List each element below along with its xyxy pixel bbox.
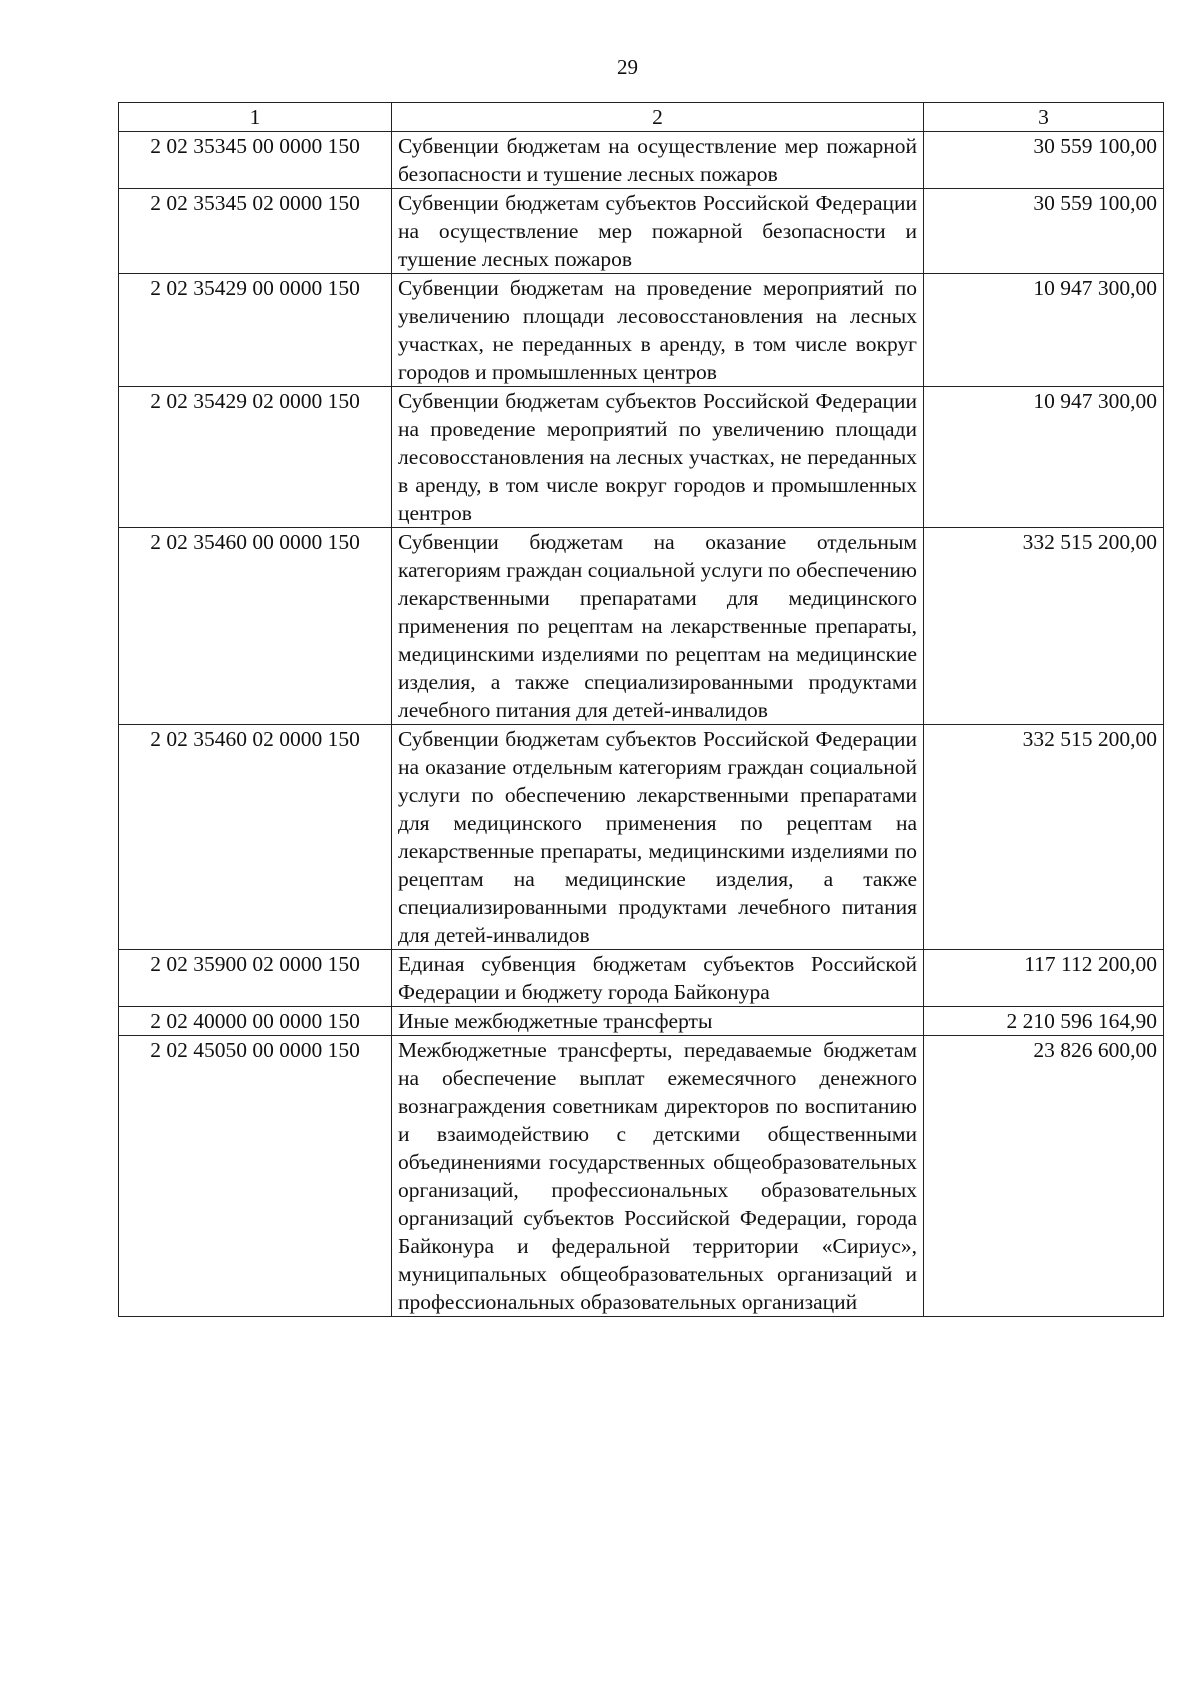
table-row-summary (119, 1007, 1164, 1036)
row-code: 2 02 35429 00 0000 150 (119, 274, 392, 387)
row-code: 2 02 35460 02 0000 150 (119, 725, 392, 950)
row-description: Субвенции бюджетам субъектов Российской Федерации на проведение мероприятий по увеличению площади лесовосстановления на лесных участках, не переданных в аренду, в том числе вокруг городов и промышленных центров (392, 387, 924, 528)
table-row (119, 387, 1164, 528)
row-code: 2 02 45050 00 0000 150 (119, 1036, 392, 1317)
table-row (119, 1036, 1164, 1317)
row-amount: 117 112 200,00 (924, 950, 1164, 1007)
table-row (119, 528, 1164, 725)
row-amount: 332 515 200,00 (924, 725, 1164, 950)
row-code: 2 02 40000 00 0000 150 (119, 1007, 392, 1036)
table-row (119, 725, 1164, 950)
row-code: 2 02 35345 00 0000 150 (119, 132, 392, 189)
table-row (119, 132, 1164, 189)
page-number: 29 (617, 55, 638, 79)
row-description: Субвенции бюджетам на проведение мероприятий по увеличению площади лесовосстановления на лесных участках, не переданных в аренду, в том числе вокруг городов и промышленных центров (392, 274, 924, 387)
row-description: Субвенции бюджетам на оказание отдельным категориям граждан социальной услуги по обеспечению лекарственными препаратами для медицинского применения по рецептам на лекарственные препараты, медицинскими изделиями по рецептам на медицинские изделия, а также специализированными продуктами лечебного питания для детей-инвалидов (392, 528, 924, 725)
row-code: 2 02 35429 02 0000 150 (119, 387, 392, 528)
row-code: 2 02 35345 02 0000 150 (119, 189, 392, 274)
row-description: Субвенции бюджетам субъектов Российской Федерации на осуществление мер пожарной безопасности и тушение лесных пожаров (392, 189, 924, 274)
row-code: 2 02 35460 00 0000 150 (119, 528, 392, 725)
column-header-amount: 3 (924, 103, 1164, 132)
budget-revenue-table (118, 102, 1164, 1317)
row-amount: 23 826 600,00 (924, 1036, 1164, 1317)
row-amount: 10 947 300,00 (924, 387, 1164, 528)
row-amount: 30 559 100,00 (924, 132, 1164, 189)
row-amount: 30 559 100,00 (924, 189, 1164, 274)
row-code: 2 02 35900 02 0000 150 (119, 950, 392, 1007)
table-row (119, 950, 1164, 1007)
row-description: Субвенции бюджетам субъектов Российской Федерации на оказание отдельным категориям граждан социальной услуги по обеспечению лекарственными препаратами для медицинского применения по рецептам на лекарственные препараты, медицинскими изделиями по рецептам на медицинские изделия, а также специализированными продуктами лечебного питания для детей-инвалидов (392, 725, 924, 950)
row-description: Иные межбюджетные трансферты (392, 1007, 924, 1036)
table-row (119, 274, 1164, 387)
table-header-row (119, 103, 1164, 132)
row-amount: 332 515 200,00 (924, 528, 1164, 725)
table-row (119, 189, 1164, 274)
row-description: Единая субвенция бюджетам субъектов Российской Федерации и бюджету города Байконура (392, 950, 924, 1007)
row-amount: 10 947 300,00 (924, 274, 1164, 387)
column-header-description: 2 (392, 103, 924, 132)
row-description: Субвенции бюджетам на осуществление мер пожарной безопасности и тушение лесных пожаров (392, 132, 924, 189)
row-description: Межбюджетные трансферты, передаваемые бюджетам на обеспечение выплат ежемесячного денежного вознаграждения советникам директоров по воспитанию и взаимодействию с детскими общественными объединениями государственных общеобразовательных организаций, профессиональных образовательных организаций субъектов Российской Федерации, города Байконура и федеральной территории «Сириус», муниципальных общеобразовательных организаций и профессиональных образовательных организаций (392, 1036, 924, 1317)
column-header-code: 1 (119, 103, 392, 132)
row-amount: 2 210 596 164,90 (924, 1007, 1164, 1036)
